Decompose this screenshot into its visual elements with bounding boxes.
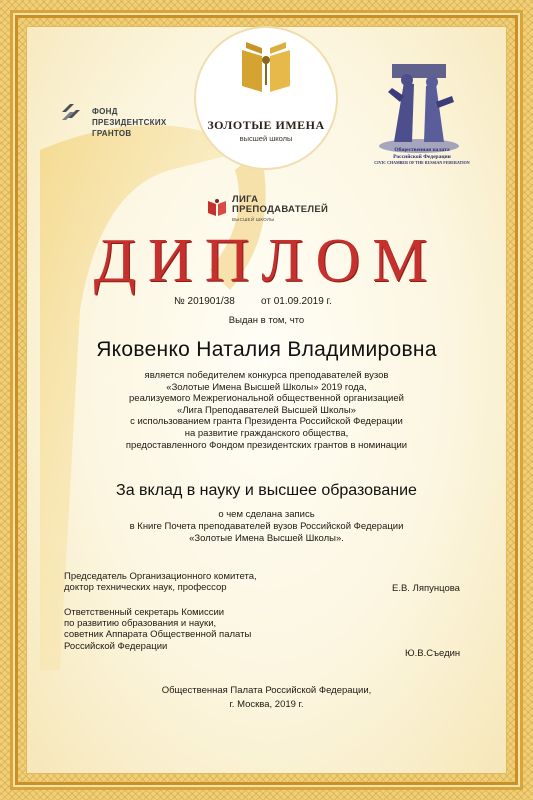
league-line: ЛИГА (232, 194, 259, 205)
issuer-footer (0, 684, 533, 712)
recipient-name: Яковенко Наталия Владимировна (96, 338, 437, 361)
signer-line: советник Аппарата Общественной палаты (64, 629, 252, 641)
presidential-grants-fund-label (92, 106, 167, 139)
description-line: на развитие гражданского общества, (184, 427, 349, 439)
award-description (80, 370, 453, 451)
fond-line: ПРЕЗИДЕНТСКИХ (92, 118, 167, 127)
description-line: с использованием гранта Президента Российской Федерации (130, 416, 403, 428)
signer-line: Председатель Организационного комитета, (64, 571, 257, 582)
signer-line: по развитию образования и науки, (64, 618, 217, 630)
description-line: «Лига Преподавателей Высшей Школы» (177, 404, 356, 416)
description-line: является победителем конкурса преподавателей вузов (144, 370, 389, 381)
footer-line: г. Москва, 2019 г. (229, 699, 304, 710)
emblem-title: ЗОЛОТЫЕ ИМЕНА (207, 118, 325, 132)
signer-line: Ответственный секретарь Комиссии (64, 607, 225, 618)
presidential-grants-logo-icon (60, 100, 84, 124)
description-line: «Золотые Имена Высшей Школы» 2019 года, (166, 381, 367, 393)
diploma-heading: ДИПЛОМ (93, 227, 440, 295)
signer2-name: Ю.В.Съедин (405, 648, 461, 659)
diploma-number: № 201901/38 (174, 296, 235, 307)
op-line: Российской Федерации (393, 153, 451, 160)
record-line: о чем сделана запись (218, 509, 315, 520)
signer2-title (64, 607, 251, 652)
golden-book-icon (236, 36, 296, 96)
league-title (232, 195, 328, 215)
diploma-date: от 01.09.2019 г. (261, 296, 332, 307)
description-line: реализуемого Межрегиональной общественной организацией (129, 393, 404, 405)
record-line: в Книге Почета преподавателей вузов Российской Федерации (129, 521, 404, 532)
record-line: «Золотые Имена Высшей Школы». (189, 533, 344, 544)
op-line: CIVIC CHAMBER OF THE RUSSIAN FEDERATION (374, 160, 470, 165)
emblem-subtitle: высшей школы (239, 134, 293, 143)
league-book-icon (206, 196, 228, 218)
league-subtitle: ВЫСШЕЙ ШКОЛЫ (232, 217, 275, 222)
signer1-title (64, 571, 257, 593)
nomination-title: За вклад в науку и высшее образование (116, 482, 417, 499)
league-line: ПРЕПОДАВАТЕЛЕЙ (232, 204, 329, 215)
honor-book-record (80, 509, 453, 545)
signer-line: доктор технических наук, профессор (64, 582, 227, 594)
issued-text: Выдан в том, что (228, 315, 305, 326)
fond-line: ГРАНТОВ (92, 129, 132, 138)
signer1-name: Е.В. Ляпунцова (392, 583, 460, 594)
op-line: Общественная палата (394, 147, 450, 153)
civic-chamber-label (372, 147, 472, 167)
footer-line: Общественная Палата Российской Федерации, (161, 685, 372, 696)
fond-line: ФОНД (92, 107, 118, 116)
signer-line: Российской Федерации (64, 640, 168, 652)
civic-chamber-emblem (374, 62, 464, 154)
description-line: предоставленного Фондом президентских грантов в номинации (125, 439, 408, 451)
